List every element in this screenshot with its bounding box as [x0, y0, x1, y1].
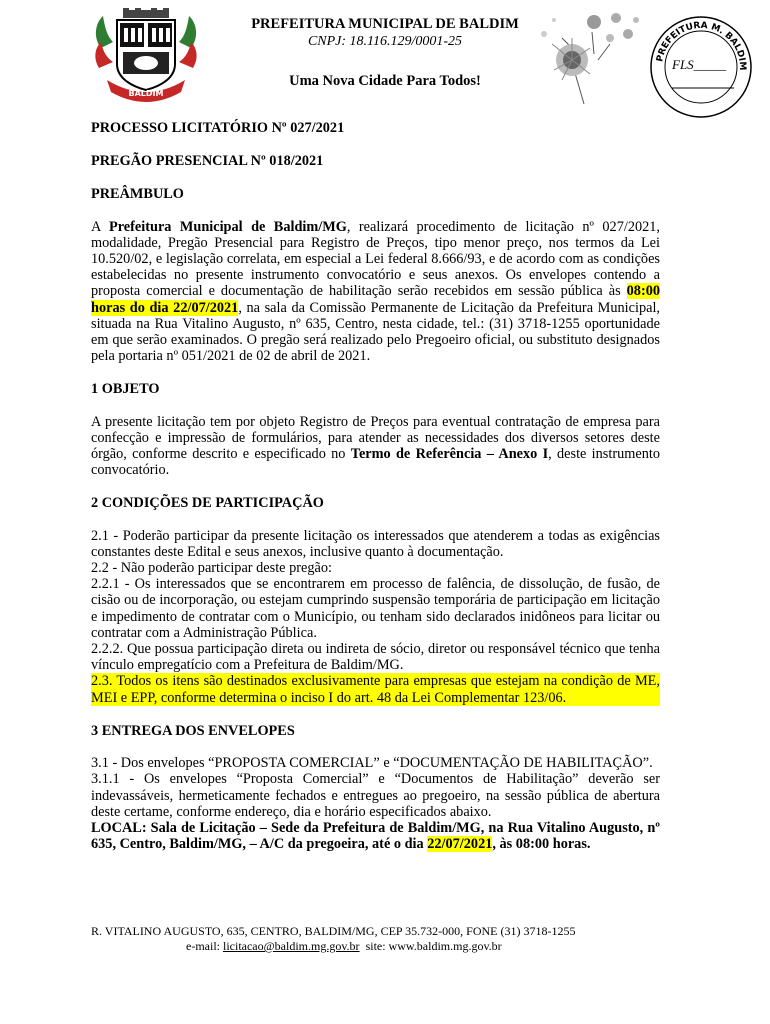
- clause-2-2-1: 2.2.1 - Os interessados que se encontrarem em processo de falência, de dissolução, de fusão, de cisão ou de incorporação, ou estejam cumprindo suspensão temporária de participação em licitação e impedimento de contratar com o Município, ou tenham sido declarados inidôneos para licitar ou contratar com a Administração Pública.: [91, 576, 660, 641]
- clause-2-1: 2.1 - Poderão participar da presente licitação os interessados que atenderem a todas as exigências constantes deste Edital e seus anexos, inclusive quanto à documentação.: [91, 527, 660, 560]
- entrega-heading: 3 ENTREGA DOS ENVELOPES: [91, 722, 295, 739]
- footer-address: R. VITALINO AUGUSTO, 635, CENTRO, BALDIM/MG, CEP 35.732-000, FONE (31) 3718-1255: [91, 924, 576, 938]
- preambulo-paragraph: A Prefeitura Municipal de Baldim/MG, realizará procedimento de licitação nº 027/2021, modalidade, Pregão Presencial para Registro de Preços, tipo menor preço, nos termos da Lei 10.520/02, e legislação correlata, em especial a Lei federal 8.666/93, e de acordo com as condições estabelecidas no presente instrumento convocatório e seus anexos. Os envelopes contendo a proposta comercial e documentação de habilitação serão recebidos em sessão pública às 08:00 horas do dia 22/07/2021, na sala da Comissão Permanente de Licitação da Prefeitura Municipal, situada na Rua Vitalino Augusto, nº 635, Centro, nesta cidade, tel.: (31) 3718-1255 oportunidade em que serão examinados. O pregão será realizado pelo Pregoeiro oficial, ou substituto designados pela portaria nº 051/2021 de 02 de abril de 2021.: [91, 218, 660, 365]
- pregao-heading: PREGÃO PRESENCIAL Nº 018/2021: [91, 153, 324, 170]
- local-paragraph: LOCAL: Sala de Licitação – Sede da Prefeitura de Baldim/MG, na Rua Vitalino Augusto, nº 635, Centro, Baldim/MG, – A/C da pregoeira, até o dia 22/07/2021, às 08:00 horas.: [91, 819, 660, 853]
- cnpj-line: CNPJ: 18.116.129/0001-25: [307, 34, 463, 49]
- clause-2-3-highlighted: 2.3. Todos os itens são destinados exclusivamente para empresas que estejam na condição de ME, MEI e EPP, conforme determina o inciso I do art. 48 da Lei Complementar 123/06.: [91, 673, 660, 706]
- org-name: Prefeitura Municipal de Baldim/MG: [108, 218, 347, 235]
- preambulo-heading: PREÂMBULO: [91, 186, 184, 203]
- footer-contact: e-mail: licitacao@baldim.mg.gov.br site: www.baldim.mg.gov.br: [186, 939, 502, 953]
- svg-text:BALDIM: BALDIM: [128, 89, 164, 98]
- clause-3-1: 3.1 - Dos envelopes “PROPOSTA COMERCIAL” e “DOCUMENTAÇÃO DE HABILITAÇÃO”.: [91, 755, 653, 772]
- clause-3-1-1: 3.1.1 - Os envelopes “Proposta Comercial” e “Documentos de Habilitação” deverão ser indevassáveis, hermeticamente fechados e entregues ao pregoeiro, na sessão pública de abertura deste certame, conforme endereço, dia e horário especificados abaixo.: [91, 771, 660, 820]
- page-number-stamp: [648, 14, 754, 120]
- page-footer: [91, 924, 660, 954]
- svg-text:PREFEITURA M. BALDIM: PREFEITURA M. BALDIM: [655, 20, 748, 71]
- dandelion-graphic: [532, 8, 644, 106]
- clause-2-2-2: 2.2.2. Que possua participação direta ou indireta de sócio, diretor ou responsável técnico que tenha vínculo empregatício com a Prefeitura de Baldim/MG.: [91, 641, 660, 674]
- objeto-heading: 1 OBJETO: [91, 381, 160, 398]
- objeto-paragraph: A presente licitação tem por objeto Registro de Preços para eventual contratação de empresa para confecção e impressão de formulários, para atender as necessidades dos diversos setores deste órgão, conforme descrito e especificado no Termo de Referência – Anexo I, deste instrumento convocatório.: [91, 413, 660, 479]
- municipal-crest-logo: [93, 8, 199, 102]
- highlighted-date: 22/07/2021: [427, 836, 493, 853]
- highlighted-datetime: 08:00 horas do dia 22/07/2021: [91, 283, 660, 316]
- clause-2-2: 2.2 - Não poderão participar deste pregão:: [91, 560, 332, 577]
- condicoes-heading: 2 CONDIÇÕES DE PARTICIPAÇÃO: [91, 495, 324, 512]
- slogan: Uma Nova Cidade Para Todos!: [289, 73, 481, 89]
- termo-referencia: Termo de Referência – Anexo I: [350, 446, 549, 463]
- svg-text:FLS_____: FLS_____: [672, 57, 727, 72]
- document-body: [91, 118, 660, 852]
- processo-heading: PROCESSO LICITATÓRIO Nº 027/2021: [91, 120, 345, 136]
- letterhead: [200, 16, 570, 90]
- municipality-title: PREFEITURA MUNICIPAL DE BALDIM: [251, 16, 519, 32]
- email-link[interactable]: licitacao@baldim.mg.gov.br: [222, 939, 360, 953]
